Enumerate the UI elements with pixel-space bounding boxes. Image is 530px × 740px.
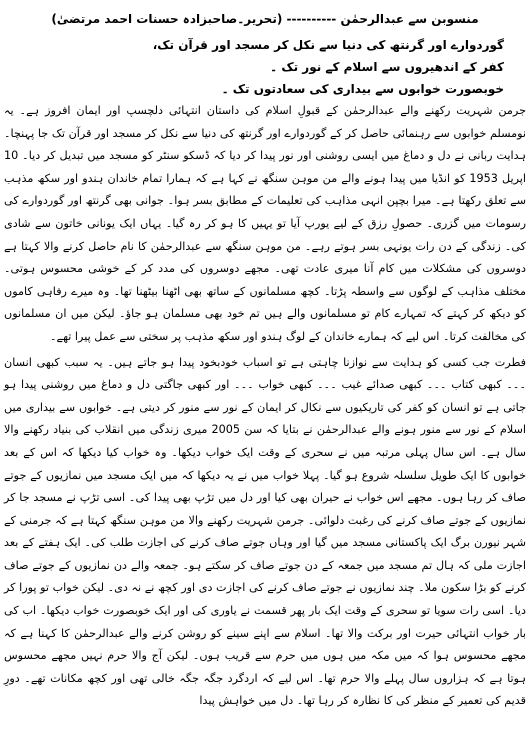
title-line-2: کفر کے اندھیروں سے اسلام کے نور تک ۔ [270, 60, 504, 74]
title-line-1: گوردوارے اور گرنتھ کی دنیا سے نکل کر مسجد اور قرآن تک، [152, 38, 504, 52]
title-line-3: خوبصورت خوابوں سے بیداری کی سعادتوں تک ۔ [221, 82, 504, 96]
paragraph: جرمن شہریت رکھنے والے عبدالرحمٰن کے قبولِ اسلام کی داستان انتہائی دلچسپ اور ایمان افروز ہے۔ یہ نومسلم خوابوں سے رہنمائی حاصل کر کے گوردوارے اور گرنتھ کی دنیا سے نکل کر مسجد اور قرآن تک جا پہنچا۔ ہدایت ربانی نے دل و دماغ میں ایسی روشنی اور نور پیدا کر دیا کہ ڈسکو سنٹر کو مسجد میں تبدیل کر دیا۔ 10 اپریل 1953 کو انڈیا میں پیدا ہونے والے من موہن سنگھ نے کہا ہے کہ ہمارا تمام خاندان ہندو اور سکھ مذہب سے تعلق رکھتا ہے۔ میرا بچپن انہی مذاہب کی تعلیمات کے مطابق بسر ہوا۔ جوانی بھی گرنتھ اور گوردوارے کی رسومات میں گزری۔ حصولِ رزق کے لیے یورپ آیا تو یہیں کا ہو کر رہ گیا۔ یہاں ایک یونانی خاتون سے شادی کی۔ زندگی کے دن رات یونہی بسر ہوتے رہے۔ من موہن سنگھ سے عبدالرحمٰن کا نام حاصل کرنے والا کہتا ہے دوسروں کی مشکلات میں کام آنا میری عادت تھی۔ مجھے دوسروں کی مدد کر کے خوشی محسوس ہوتی۔ مختلف مذاہب کے لوگوں سے واسطہ پڑتا۔ کچھ مسلمانوں کے ساتھ بھی اٹھنا بیٹھنا تھا۔ وہ میرے رفاہی کاموں کو دیکھ کر کہتے کہ تمہارے کام تو مسلمانوں والے ہیں تم خود بھی مسلمان ہو جاؤ۔ لیکن میں ان مسلمانوں کی مخالفت کرتا۔ اس لیے کہ ہمارے خاندان کے لوگ ہندو اور سکھ مذہب پر سختی سے عمل پیرا تھے۔ [4, 104, 526, 343]
page-heading: منسوبن سے عبدالرحمٰن ---------- (تحریر۔صاحبزادہ حسنات احمد مرتضیٰ) [51, 12, 479, 26]
paragraph: فطرت جب کسی کو ہدایت سے نوازنا چاہتی ہے تو اسباب خودبخود پیدا ہو جاتے ہیں۔ یہ سبب کبھی انسان ۔۔۔ کبھی کتاب ۔۔۔ کبھی صدائے غیب ۔۔۔ کبھی خواب ۔۔۔ اور کبھی جاگتی دل و دماغ میں روشنی پیدا ہو جاتی ہے تو انسان کو کفر کی تاریکیوں سے نکال کر ایمان کے نور سے منور کر دیتی ہے۔ خوابوں سے بیداری میں اسلام کے نور سے منور ہونے والے عبدالرحمٰن نے بتایا کہ سن 2005 میری زندگی میں انقلاب کی بنیاد رکھنے والا سال ہے۔ اس سال پہلی مرتبہ میں نے سحری کے وقت ایک خواب دیکھا۔ وہ خواب کیا دیکھا کہ اس کے بعد خوابوں کا ایک طویل سلسلہ شروع ہو گیا۔ پہلا خواب میں نے یہ دیکھا کہ میں ایک مسجد میں نمازیوں کے جوتے صاف کر رہا ہوں۔ مجھے اس خواب نے حیران بھی کیا اور دل میں تڑپ بھی پیدا کی۔ اسی تڑپ نے مسجد جا کر نمازیوں کے جوتے صاف کرنے کی رغبت دلوائی۔ جرمن شہریت رکھنے والا من موہن سنگھ کہتا ہے کہ جرمنی کے شہر نیورن برگ ایک پاکستانی مسجد میں گیا اور وہاں جوتے صاف کرنے کی اجازت طلب کی۔ ایک ہفتے کے بعد اجازت ملی کہ ہال تم مسجد میں جمعہ کے دن جوتے صاف کر سکتے ہو۔ جمعہ والے دن نمازیوں کے جوتے صاف کرنے کو بڑا سکون ملا۔ چند نمازیوں نے جوتے صاف کرنے کی اجازت دی اور کچھ نے نہ دی۔ لیکن خواب تو پورا کر دیا۔ اسی رات سویا تو سحری کے وقت ایک بار پھر قسمت نے یاوری کی اور ایک خوبصورت خواب دیکھا۔ اب کی بار خواب انتہائی حیرت اور برکت والا تھا۔ اسلام سے اپنے سینے کو روشن کرنے والے عبدالرحمٰن کا کہنا ہے کہ مجھے محسوس ہوا کہ میں مکہ میں ہوں میں حرم سے قریب ہوں۔ لیکن آج والا حرم نہیں مجھے محسوس ہوتا ہے کہ ہزاروں سال پہلے والا حرم تھا۔ اس لیے کہ اردگرد جگہ جگہ خالی تھی اور کچھ مکانات تھے۔ دورِ قدیم کی تعمیر کے منظر کی کا نظارہ کر رہا تھا۔ دل میں خواہش پیدا [4, 355, 526, 708]
